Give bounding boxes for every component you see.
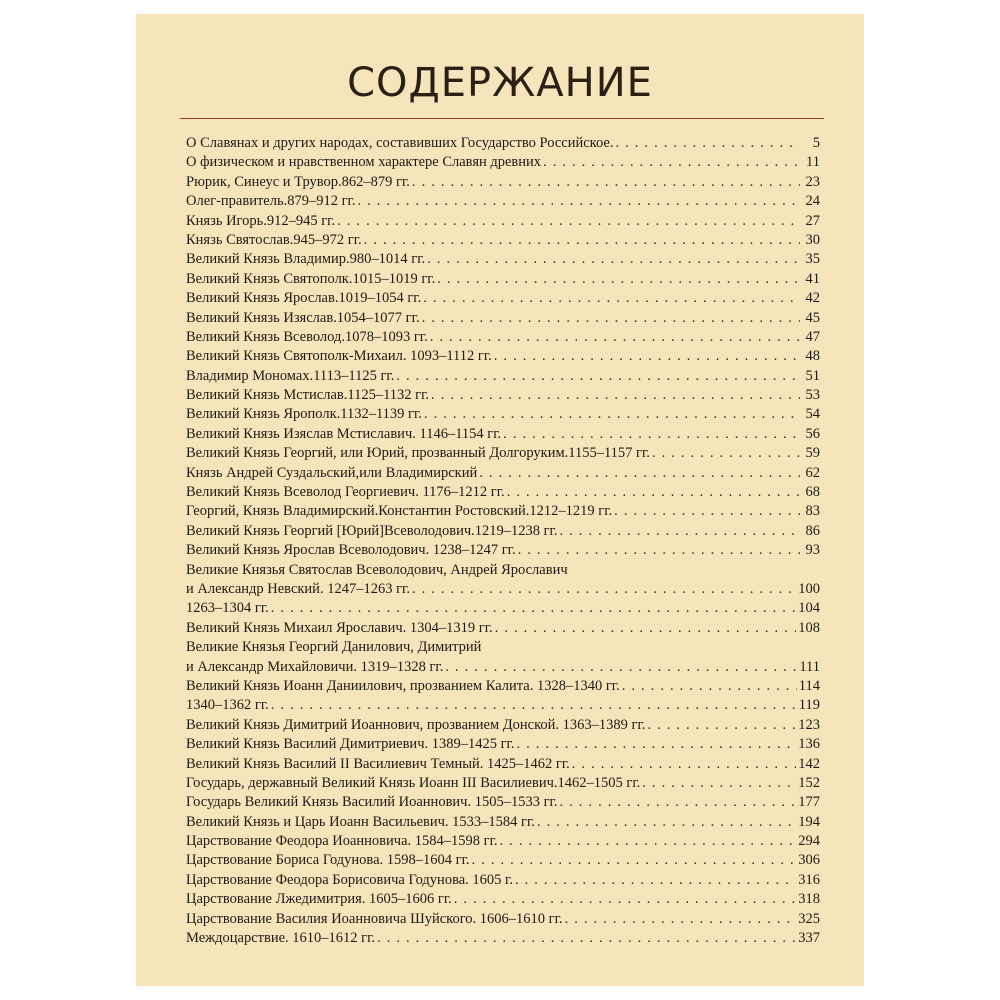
toc-entry (186, 755, 820, 774)
dot-leader (430, 328, 800, 347)
dot-leader (543, 153, 800, 172)
toc-entry-title: Великий Князь Василий II Василиевич Темный. 1425–1462 гг. (186, 755, 570, 772)
toc-page-number: 51 (805, 367, 820, 384)
dot-leader (479, 464, 800, 483)
toc-entry-title: Князь Святослав.945–972 гг. (186, 231, 362, 248)
toc-page-number: 119 (798, 697, 820, 714)
toc-page-number: 54 (805, 406, 820, 423)
toc-page-number: 30 (805, 231, 820, 248)
toc-page-number: 93 (805, 542, 820, 559)
toc-entry-title: Владимир Мономах.1113–1125 гг. (186, 367, 395, 384)
toc-entry-title: Царствование Феодора Борисовича Годунова. 1605 г. (186, 871, 513, 888)
dot-leader (615, 134, 800, 153)
dot-leader (642, 774, 796, 793)
dot-leader (445, 658, 797, 677)
toc-page-number: 86 (805, 522, 820, 539)
toc-entry (186, 367, 820, 386)
toc-page-number: 152 (798, 774, 820, 791)
dot-leader (495, 619, 797, 638)
toc-entry-title: 1340–1362 гг. (186, 697, 269, 714)
toc-page-number: 100 (798, 580, 820, 597)
toc-entry (186, 212, 820, 231)
dot-leader (412, 580, 796, 599)
toc-page-number: 325 (798, 910, 820, 927)
dot-leader (424, 405, 800, 424)
dot-leader (503, 425, 800, 444)
toc-entry-title-line: Великие Князья Святослав Всеволодович, Андрей Ярославич (186, 561, 568, 578)
toc-page-number: 136 (798, 736, 820, 753)
toc-entry (186, 813, 820, 832)
dot-leader (454, 890, 796, 909)
toc-page-number: 24 (805, 193, 820, 210)
toc-page-number: 41 (805, 270, 820, 287)
dot-leader (271, 599, 796, 618)
toc-entry (186, 774, 820, 793)
dot-leader (507, 483, 800, 502)
page-title: СОДЕРЖАНИЕ (347, 60, 653, 106)
toc-entry-title: Георгий, Князь Владимирский.Константин Ростовский.1212–1219 гг. (186, 503, 613, 520)
toc-entry-title: Великий Князь Владимир.980–1014 гг. (186, 251, 426, 268)
toc-entry (186, 231, 820, 250)
toc-page-number: 5 (812, 135, 820, 151)
dot-leader (437, 270, 800, 289)
toc-entry-title: Великий Князь Василий Димитриевич. 1389–1425 гг. (186, 736, 515, 753)
toc-entry (186, 561, 820, 600)
toc-entry-title: О физическом и нравственном характере Славян древних (186, 154, 542, 171)
toc-page-number: 68 (805, 484, 820, 501)
dot-leader (652, 444, 800, 463)
toc-entry-title: и Александр Михайловичи. 1319–1328 гг. (186, 658, 444, 675)
toc-entry-title: Великий Князь Ярослав Всеволодович. 1238–1247 гг. (186, 542, 516, 559)
toc-entry (186, 347, 820, 366)
dot-leader (517, 735, 797, 754)
toc-entry (186, 871, 820, 890)
toc-entry-title: Рюрик, Синеус и Трувор.862–879 гг. (186, 173, 410, 190)
toc-page-number: 56 (805, 425, 820, 442)
toc-page-number: 194 (798, 813, 820, 830)
toc-entry (186, 541, 820, 560)
title-divider (180, 118, 824, 119)
toc-entry (186, 910, 820, 929)
toc-entry (186, 173, 820, 192)
dot-leader (614, 502, 800, 521)
toc-entry-title: Великий Князь Георгий [Юрий]Всеволодович.1219–1238 гг. (186, 522, 558, 539)
toc-entry-title: 1263–1304 гг. (186, 600, 269, 617)
toc-entry (186, 250, 820, 269)
toc-entry (186, 851, 820, 870)
dot-leader (515, 871, 796, 890)
table-of-contents (186, 134, 820, 948)
toc-page-number: 47 (805, 328, 820, 345)
dot-leader (427, 250, 800, 269)
toc-page-number: 53 (805, 387, 820, 404)
toc-entry-continuation (186, 658, 820, 677)
toc-page-number: 35 (805, 251, 820, 268)
toc-entry-continuation (186, 580, 820, 599)
toc-entry (186, 522, 820, 541)
dot-leader (472, 851, 797, 870)
dot-leader (494, 347, 800, 366)
dot-leader (518, 541, 800, 560)
toc-entry (186, 270, 820, 289)
dot-leader (337, 212, 800, 231)
toc-entry (186, 638, 820, 677)
toc-entry-title: Царствование Феодора Иоанновича. 1584–1598 гг. (186, 833, 498, 850)
toc-entry-title: Олег-правитель.879–912 гг. (186, 193, 356, 210)
toc-entry (186, 677, 820, 696)
toc-entry-title: Государь, державный Великий Князь Иоанн III Василиевич.1462–1505 гг. (186, 774, 641, 791)
toc-page-number: 318 (798, 891, 820, 908)
dot-leader (500, 832, 797, 851)
toc-entry-title: Государь Великий Князь Василий Иоаннович. 1505–1533 гг. (186, 794, 558, 811)
toc-entry (186, 929, 820, 948)
toc-page-number: 42 (805, 290, 820, 307)
toc-entry-title: Царствование Василия Иоанновича Шуйского. 1606–1610 гг. (186, 910, 563, 927)
dot-leader (364, 231, 800, 250)
dot-leader (565, 910, 797, 929)
toc-entry (186, 619, 820, 638)
toc-entry-title: Междоцарствие. 1610–1612 гг. (186, 930, 376, 947)
toc-entry-title: Великий Князь Всеволод Георгиевич. 1176–1212 гг. (186, 484, 505, 501)
toc-entry (186, 890, 820, 909)
dot-leader (412, 173, 800, 192)
toc-entry-title: Великий Князь Ярослав.1019–1054 гг. (186, 290, 422, 307)
toc-page-number: 83 (805, 503, 820, 520)
toc-entry-title: Великий Князь Изяслав.1054–1077 гг. (186, 309, 420, 326)
toc-entry (186, 289, 820, 308)
toc-entry-title: О Славянах и других народах, составивших Государство Российское. (186, 135, 614, 151)
dot-leader (423, 289, 800, 308)
toc-page-number: 294 (798, 833, 820, 850)
toc-entry-title: Князь Андрей Суздальский,или Владимирский (186, 464, 478, 481)
toc-entry (186, 502, 820, 521)
toc-entry (186, 425, 820, 444)
book-page (136, 14, 864, 986)
toc-entry-title: Царствование Лжедимитрия. 1605–1606 гг. (186, 891, 452, 908)
toc-page-number: 306 (798, 852, 820, 869)
toc-page-number: 177 (798, 794, 820, 811)
toc-page-number: 114 (798, 677, 820, 694)
toc-entry (186, 134, 820, 153)
toc-page-number: 45 (805, 309, 820, 326)
toc-entry-title: Великий Князь Мстислав.1125–1132 гг. (186, 387, 430, 404)
toc-entry-title: Великий Князь Михаил Ярославич. 1304–1319 гг. (186, 619, 493, 636)
toc-entry-title: Великий Князь Иоанн Даниилович, прозванием Калита. 1328–1340 гг. (186, 677, 620, 694)
dot-leader (537, 813, 796, 832)
toc-entry-title: Великий Князь Георгий, или Юрий, прозванный Долгоруким.1155–1157 гг. (186, 445, 650, 462)
toc-entry-title: Великий Князь Всеволод.1078–1093 гг. (186, 328, 428, 345)
toc-page-number: 62 (805, 464, 820, 481)
toc-page-number: 59 (805, 445, 820, 462)
toc-entry (186, 483, 820, 502)
toc-page-number: 142 (798, 755, 820, 772)
dot-leader (357, 192, 800, 211)
toc-entry (186, 386, 820, 405)
toc-page-number: 104 (798, 600, 820, 617)
toc-entry (186, 405, 820, 424)
dot-leader (431, 386, 800, 405)
toc-page-number: 23 (805, 173, 820, 190)
toc-entry (186, 599, 820, 618)
dot-leader (559, 793, 796, 812)
toc-page-number: 123 (798, 716, 820, 733)
toc-page-number: 111 (799, 658, 820, 675)
toc-page-number: 11 (806, 154, 820, 171)
toc-page-number: 48 (805, 348, 820, 365)
toc-entry-title: Князь Игорь.912–945 гг. (186, 212, 336, 229)
toc-entry-title: Царствование Бориса Годунова. 1598–1604 гг. (186, 852, 470, 869)
toc-entry-title-line: Великие Князья Георгий Данилович, Димитрий (186, 639, 482, 656)
toc-entry-title: Великий Князь Святополк.1015–1019 гг. (186, 270, 436, 287)
toc-entry-title: Великий Князь Изяслав Мстиславич. 1146–1154 гг. (186, 425, 502, 442)
dot-leader (572, 755, 796, 774)
dot-leader (271, 696, 797, 715)
toc-page-number: 108 (798, 619, 820, 636)
toc-entry (186, 793, 820, 812)
dot-leader (422, 309, 800, 328)
toc-page-number: 27 (805, 212, 820, 229)
toc-entry-title: Великий Князь и Царь Иоанн Васильевич. 1533–1584 гг. (186, 813, 535, 830)
dot-leader (647, 716, 796, 735)
toc-entry (186, 444, 820, 463)
toc-entry (186, 328, 820, 347)
toc-entry (186, 192, 820, 211)
toc-entry-title: Великий Князь Святополк-Михаил. 1093–1112 гг. (186, 348, 492, 365)
toc-entry-title: и Александр Невский. 1247–1263 гг. (186, 580, 410, 597)
toc-entry (186, 464, 820, 483)
toc-page-number: 316 (798, 871, 820, 888)
toc-entry (186, 832, 820, 851)
toc-page-number: 337 (798, 930, 820, 947)
toc-entry (186, 153, 820, 172)
toc-entry-title: Великий Князь Димитрий Иоаннович, прозванием Донской. 1363–1389 гг. (186, 716, 646, 733)
dot-leader (377, 929, 796, 948)
toc-entry-title: Великий Князь Ярополк.1132–1139 гг. (186, 406, 422, 423)
toc-entry (186, 716, 820, 735)
dot-leader (396, 367, 800, 386)
toc-entry (186, 309, 820, 328)
dot-leader (622, 677, 797, 696)
toc-entry (186, 696, 820, 715)
toc-entry (186, 735, 820, 754)
dot-leader (560, 522, 801, 541)
